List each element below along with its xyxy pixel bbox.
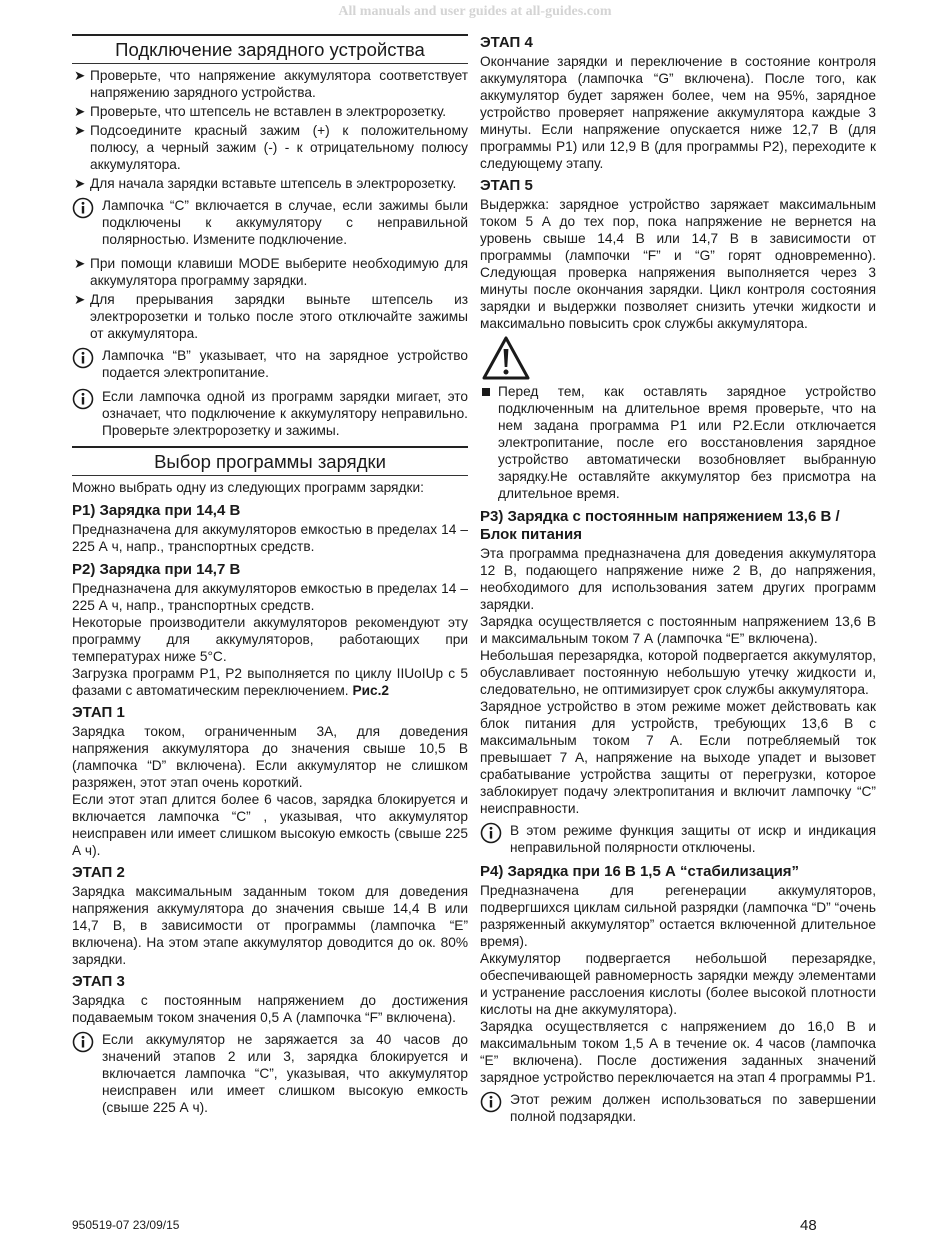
program-p3-text: Зарядка осуществляется с постоянным напряжением 13,6 В и максимальным током 7 А (лампочка “E” включена). (480, 614, 876, 646)
program-p2-title: P2) Зарядка при 14,7 В (72, 561, 241, 578)
step-5-text: Выдержка: зарядное устройство заряжает максимальным током 5 А до тех пор, пока напряжение не вернется на уровень свыше 14,4 В или 14,7 В в зависимости от программы (лампочки “F” и “G” горят одновременно). Следующая проверка напряжения выполняется через 3 минуты после окончания зарядки. Цикл контроля состояния зарядки и выдержки позволяет снизить утечки жидкости и максимально повысить срок службы аккумулятора. (480, 197, 876, 331)
list-item: ➤ Проверьте, что штепсель не вставлен в электророзетку. (74, 104, 447, 119)
program-p4-text: Зарядка осуществляется с напряжением до 16,0 В и максимальным током 1,5 А в течение ок. 4 часов (лампочка “E” включена). После достижения заданных значений зарядное устройство переключается на этап 4 программы P1. (480, 1019, 876, 1085)
list-item: ➤ Подсоедините красный зажим (+) к положительному полюсу, а черный зажим (-) - к отрицательному полюсу аккумулятора. (74, 123, 468, 172)
program-p3-text: Зарядное устройство в этом режиме может действовать как блок питания для устройств, требующих 13,6 В с максимальным током 7 А. Если потребляемый ток превышает 7 А, напряжение на выходе упадет и вызовет срабатывание устройства защиты от перегрузки, которое заблокирует подачу электропитания и включит лампочку “C” неисправности. (480, 699, 876, 816)
program-p3-text: Небольшая перезарядка, которой подвергается аккумулятор, обуславливает постоянную небольшую утечку жидкости и, следовательно, не оптимизирует срок службы аккумулятора. (480, 648, 876, 697)
info-circle-icon (72, 1031, 94, 1053)
step-2-title: ЭТАП 2 (72, 864, 125, 881)
program-p4-text: Предназначена для регенерации аккумуляторов, подвергшихся циклам сильной разрядки (лампочка “D” “очень разряженный аккумулятор” остается включенной длительное время). (480, 883, 876, 949)
page-number: 48 (800, 1217, 817, 1234)
step-3-text: Зарядка с постоянным напряжением до достижения подаваемым током значения 0,5 А (лампочка “F” включена). (72, 993, 468, 1025)
program-p4-title: P4) Зарядка при 16 В 1,5 А “стабилизация” (480, 863, 800, 880)
arrowhead-bullet-icon: ➤ (74, 123, 86, 138)
info-circle-icon (480, 822, 502, 844)
warning-item: Перед тем, как оставлять зарядное устройство подключенным на длительное время проверьте, что на нем задана программа P1 или P2.Если отключается электропитание, после его восстановления зарядное устройство автоматически возобновляет выбранную зарядку.Не оставляйте аккумулятор без присмотра на длительное время. (480, 383, 876, 502)
warning-triangle-icon (481, 335, 531, 381)
arrowhead-bullet-icon: ➤ (74, 256, 86, 271)
program-p3-title: P3) Зарядка с постоянным напряжением 13,6 В / Блок питания (480, 508, 840, 543)
arrowhead-bullet-icon: ➤ (74, 104, 86, 119)
left-column (72, 34, 468, 1123)
arrowhead-bullet-icon: ➤ (74, 176, 86, 191)
info-note: Лампочка “B” указывает, что на зарядное устройство подается электропитание. (72, 347, 468, 381)
info-circle-icon (480, 1091, 502, 1113)
program-p4-text: Аккумулятор подвергается небольшой перезарядке, обеспечивающей равномерность зарядки между элементами и устранение расслоения кислоты (более высокой плотности кислоты на дне аккумулятора). (480, 951, 876, 1017)
step-3-title: ЭТАП 3 (72, 973, 125, 990)
list-item: ➤ При помощи клавиши MODE выберите необходимую для аккумулятора программу зарядки. (74, 256, 468, 288)
program-p2-text: Предназначена для аккумуляторов емкостью в пределах 14 – 225 А ч, напр., транспортных средств. (72, 581, 468, 613)
info-circle-icon (72, 388, 94, 410)
step-1-text: Если этот этап длится более 6 часов, зарядка блокируется и включается лампочка “C” , указывая, что аккумулятор неисправен или имеет слишком высокую емкость (свыше 225 А ч). (72, 792, 468, 858)
list-item: ➤ Проверьте, что напряжение аккумулятора соответствует напряжению зарядного устройства. (74, 68, 468, 100)
info-note: В этом режиме функция защиты от искр и индикация неправильной полярности отключены. (480, 822, 876, 856)
info-note: Этот режим должен использоваться по завершении полной подзарядки. (480, 1091, 876, 1125)
arrowhead-bullet-icon: ➤ (74, 68, 86, 83)
program-p2-text: Некоторые производители аккумуляторов рекомендуют эту программу для аккумуляторов, работающих при температурах ниже 5°C. (72, 615, 468, 664)
info-circle-icon (72, 347, 94, 369)
info-circle-icon (72, 197, 94, 219)
step-4-title: ЭТАП 4 (480, 34, 533, 51)
program-p3-text: Эта программа предназначена для доведения аккумулятора 12 В, подающего напряжение ниже 2 В, до напряжения, необходимого для использования затем других программ зарядки. (480, 546, 876, 612)
figure-reference: Рис.2 (352, 683, 390, 698)
step-5-title: ЭТАП 5 (480, 177, 533, 194)
program-p2-text: Загрузка программ P1, P2 выполняется по циклу IIUoIUp с 5 фазами с автоматическим переключением. Рис.2 (72, 666, 468, 698)
section-title-connection: Подключение зарядного устройства (72, 34, 468, 64)
info-note: Лампочка “C” включается в случае, если зажимы были подключены к аккумулятору с неправильной полярностью. Измените подключение. (72, 197, 468, 248)
section-title-program-select: Выбор программы зарядки (72, 446, 468, 476)
program-p1-title: P1) Зарядка при 14,4 В (72, 502, 241, 519)
watermark: All manuals and user guides at all-guides.com (338, 4, 612, 19)
info-note: Если аккумулятор не заряжается за 40 часов до значений этапов 2 или 3, зарядка блокируется и включается лампочка “C”, указывая, что аккумулятор неисправен или имеет слишком высокую емкость (свыше 225 А ч). (72, 1031, 468, 1116)
document-code: 950519-07 23/09/15 (72, 1218, 180, 1232)
right-column (480, 34, 876, 1132)
step-1-text: Зарядка током, ограниченным 3A, для доведения напряжения аккумулятора до значения свыше 10,5 В (лампочка “D” включена). Если аккумулятор не слишком разряжен, этот этап очень короткий. (72, 724, 468, 790)
arrowhead-bullet-icon: ➤ (74, 292, 86, 307)
square-bullet-icon (482, 388, 490, 396)
step-1-title: ЭТАП 1 (72, 704, 125, 721)
intro-text: Можно выбрать одну из следующих программ зарядки: (72, 480, 424, 495)
step-2-text: Зарядка максимальным заданным током для доведения напряжения аккумулятора до значения свыше 14,4 В или 14,7 В, в зависимости от программы (лампочка “E” включена). На этом этапе аккумулятор доводится до ок. 80% зарядки. (72, 884, 468, 967)
step-4-text: Окончание зарядки и переключение в состояние контроля аккумулятора (лампочка “G” включена). После того, как аккумулятор будет заряжен более, чем на 95%, зарядное устройство проверяет напряжение аккумулятора каждые 3 минуты. Если напряжение опускается ниже 12,7 В (для программы P1) или 12,9 В (для программы P2), переходите к следующему этапу. (480, 54, 876, 171)
info-note: Если лампочка одной из программ зарядки мигает, это означает, что подключение к аккумулятору неправильно. Проверьте электророзетку и зажимы. (72, 388, 468, 439)
list-item: ➤ Для прерывания зарядки выньте штепсель из электророзетки и только после этого отключайте зажимы от аккумулятора. (74, 292, 468, 341)
list-item: ➤ Для начала зарядки вставьте штепсель в электророзетку. (74, 176, 457, 191)
program-p1-text: Предназначена для аккумуляторов емкостью в пределах 14 – 225 А ч, напр., транспортных средств. (72, 522, 468, 554)
